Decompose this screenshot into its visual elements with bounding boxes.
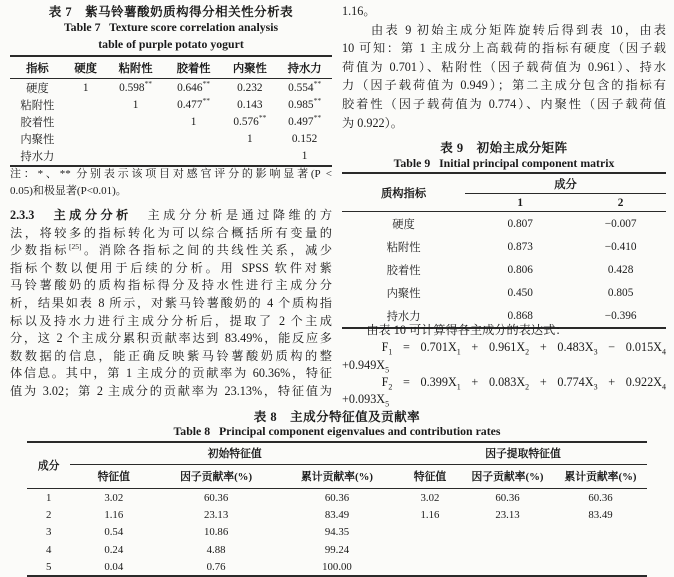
table7-header-indicator: 指标 xyxy=(10,56,65,79)
value-cell: 99.24 xyxy=(324,543,350,556)
value-cell xyxy=(223,148,278,166)
table-row xyxy=(342,258,666,281)
value-cell xyxy=(65,131,107,148)
table7-header-adhesiveness: 粘附性 xyxy=(107,56,165,79)
row-label-cell: 2 xyxy=(45,508,52,521)
text-line: 法，将较多的指标转化为可以综合概括所有变量的 xyxy=(10,225,332,240)
table8-eigenvalues xyxy=(27,441,647,577)
table-row xyxy=(342,281,666,304)
row-label-cell: 粘附性 xyxy=(20,99,55,112)
value-cell: 0.806 xyxy=(507,263,533,276)
table9-title-zh: 表 9 初始主成分矩阵 xyxy=(440,141,568,155)
value-cell: 0.497** xyxy=(288,113,322,128)
principal-component-formulas xyxy=(342,322,666,408)
table8-header-initial-eigenvalues-group: 初始特征值 xyxy=(70,442,399,465)
value-cell: 60.36 xyxy=(203,491,229,504)
value-cell xyxy=(65,113,107,130)
value-cell: 23.13 xyxy=(495,508,520,521)
text-line: 标以及持水力进行主成分分析后，提取了 2 个主成 xyxy=(10,313,332,328)
row-label-cell: 胶着性 xyxy=(20,116,55,129)
table9-header-texture-indicator: 质构指标 xyxy=(342,173,465,212)
value-cell: 0.152 xyxy=(291,133,318,146)
table-row xyxy=(27,506,647,523)
table7-correlation xyxy=(10,55,332,167)
value-cell xyxy=(554,524,647,541)
value-cell: −0.007 xyxy=(604,217,637,230)
value-cell: 0.143 xyxy=(237,98,263,111)
text-line: 数数据的信息，能正确反映紫马铃薯酸奶质构的整 xyxy=(10,348,332,363)
value-cell: 60.36 xyxy=(324,491,350,504)
value-cell: 4.88 xyxy=(206,543,226,556)
table-row xyxy=(10,79,332,97)
value-cell xyxy=(165,148,223,166)
value-cell: 0.24 xyxy=(104,543,124,556)
table8-header-component: 成分 xyxy=(27,442,70,489)
value-cell xyxy=(399,524,461,541)
value-cell xyxy=(554,558,647,576)
row-label-cell: 1 xyxy=(45,491,52,504)
table-row xyxy=(10,113,332,130)
row-label-cell: 持水力 xyxy=(20,151,55,164)
row-label-cell: 硬度 xyxy=(392,218,415,231)
text-line: 析，结果如表 8 所示，对紫马铃薯酸奶的 4 个质构指 xyxy=(10,295,332,310)
value-cell: −0.396 xyxy=(604,309,637,322)
value-cell xyxy=(165,131,223,148)
table7-header-cohesiveness: 内聚性 xyxy=(223,56,278,79)
table7-title-zh: 表 7 紫马铃薯酸奶质构得分相关性分析表 xyxy=(48,5,294,19)
value-cell: 94.35 xyxy=(324,526,350,539)
table7-header-row xyxy=(10,56,332,79)
table-row xyxy=(27,541,647,558)
table9-group-header-row xyxy=(342,173,666,194)
table-row xyxy=(342,212,666,236)
table-row xyxy=(342,235,666,258)
value-cell: 60.36 xyxy=(495,491,520,504)
text-line: 分，这 2 个主成分累积贡献率达到 83.49%，能反应多 xyxy=(10,331,332,346)
row-label-cell: 内聚性 xyxy=(20,134,55,147)
text-line: 由表 9 初始主成分矩阵旋转后得到表 10，由表 xyxy=(342,22,666,37)
table9-initial-matrix xyxy=(342,172,666,329)
table-row xyxy=(27,524,647,541)
value-cell: 0.873 xyxy=(507,240,533,253)
table8-group-header-row xyxy=(27,442,647,465)
table8-header-eigenvalue-2: 特征值 xyxy=(399,465,461,489)
table-row xyxy=(10,131,332,148)
text-line: 1.16。 xyxy=(342,4,376,18)
value-cell: 0.232 xyxy=(237,81,263,94)
table8-header-factor-contribution-2: 因子贡献率(%) xyxy=(461,465,554,489)
value-cell xyxy=(461,541,554,558)
table8-header-cumulative-contribution-1: 累计贡献率(%) xyxy=(275,465,399,489)
text-line: 10 可知：第 1 主成分上高载荷的指标有硬度（因子载 xyxy=(342,41,666,56)
table-row xyxy=(27,489,647,507)
value-cell: 0.598** xyxy=(119,78,153,94)
table9-header-component-1: 1 xyxy=(465,194,575,212)
value-cell: 3.02 xyxy=(420,491,440,504)
table7-header-whc: 持水力 xyxy=(277,56,332,79)
value-cell: 83.49 xyxy=(588,508,613,521)
value-cell: 23.13 xyxy=(203,508,229,521)
table9-title-en: Table 9 Initial principal component matrix xyxy=(393,156,615,170)
value-cell: 83.49 xyxy=(324,508,350,521)
text-line: $F_1 = 0.701X_1 + 0.961X_2 + 0.483X_3 - 0.015X_4$ xyxy=(342,340,666,357)
table8-header-cumulative-contribution-2: 累计贡献率(%) xyxy=(554,465,647,489)
value-cell xyxy=(65,148,107,166)
value-cell: 10.86 xyxy=(203,526,229,539)
value-cell: 0.477** xyxy=(177,96,210,111)
text-line: 体信息。其中，第 1 主成分的贡献率为 60.36%，特征 xyxy=(10,366,332,381)
row-label-cell: 粘附性 xyxy=(386,241,421,254)
value-cell: 1 xyxy=(132,98,139,111)
text-line: 少数指标[25]。消除各指标之间的共线性关系，减少 xyxy=(10,242,333,258)
row-label-cell: 5 xyxy=(45,560,52,573)
table-row xyxy=(10,96,332,113)
table9-header-component-group: 成分 xyxy=(465,173,666,194)
text-line: 注：*、** 分别表示该项目对感官评分的影响显著(P < xyxy=(10,168,332,180)
row-label-cell: 胶着性 xyxy=(386,264,421,277)
value-cell xyxy=(554,541,647,558)
row-label-cell: 持水力 xyxy=(386,310,421,323)
table8-title-en: Table 8 Principal component eigenvalues and contribution rates xyxy=(173,424,501,438)
value-cell xyxy=(399,558,461,576)
row-label-cell: 3 xyxy=(45,526,52,539)
value-cell: 1 xyxy=(247,133,253,146)
text-line: 胶着性（因子载荷值为 0.774）、内聚性（因子载荷值 xyxy=(342,96,666,111)
table8-header-factor-contribution-1: 因子贡献率(%) xyxy=(157,465,275,489)
table8-title-zh: 表 8 主成分特征值及贡献率 xyxy=(253,410,421,424)
value-cell: 0.805 xyxy=(607,286,634,299)
value-cell: 1.16 xyxy=(420,508,440,521)
value-cell: 1.16 xyxy=(104,508,124,521)
value-cell xyxy=(107,131,165,148)
text-line: 马铃薯酸奶的质构指标得分及持水性进行主成分分 xyxy=(10,278,332,293)
value-cell: 0.04 xyxy=(104,560,124,573)
table-row xyxy=(27,558,647,576)
value-cell xyxy=(107,113,165,130)
text-line: $+0.093X_5$ xyxy=(342,392,390,409)
table8-header-eigenvalue-1: 特征值 xyxy=(70,465,157,489)
table7-note xyxy=(10,166,332,200)
table7-title-en-line1: Table 7 Texture score correlation analysis xyxy=(63,20,279,34)
section-2-3-3-paragraph xyxy=(10,207,332,401)
value-cell: −0.410 xyxy=(604,240,637,253)
value-cell: 0.576** xyxy=(233,113,267,128)
value-cell: 0.985** xyxy=(288,96,322,111)
text-line: 指标个数以便用于后续的分析。用 SPSS 软件对紫 xyxy=(10,260,332,275)
table7-header-gumminess: 胶着性 xyxy=(165,56,223,79)
value-cell: 0.554** xyxy=(288,78,322,94)
text-line: 荷值为 0.701）、粘附性（因子载荷值为 0.961）、持水 xyxy=(342,59,666,74)
value-cell: 0.646** xyxy=(177,78,210,94)
text-line: 由表 10 可计算得各主成分的表达式： xyxy=(342,323,568,337)
value-cell: 0.807 xyxy=(507,217,533,230)
text-line: $F_2 = 0.399X_1 + 0.083X_2 + 0.774X_3 + 0.922X_4$ xyxy=(342,374,666,392)
table-row xyxy=(10,148,332,166)
table7-title-en-line2: table of purple potato yogurt xyxy=(98,37,244,51)
value-cell: 3.02 xyxy=(104,491,124,504)
table7-header-hardness: 硬度 xyxy=(65,56,107,79)
value-cell xyxy=(65,96,107,113)
right-column-paragraph xyxy=(342,2,666,132)
row-label-cell: 内聚性 xyxy=(386,287,421,300)
text-line: 2.3.3 主成分分析 主成分分析是通过降维的方 xyxy=(10,208,333,222)
value-cell: 1 xyxy=(301,150,308,163)
table8-header-extracted-eigenvalues-group: 因子提取特征值 xyxy=(399,442,647,465)
value-cell: 60.36 xyxy=(588,491,613,504)
text-line: 0.05)和极显著(P<0.01)。 xyxy=(10,184,127,197)
value-cell xyxy=(461,558,554,576)
text-line: 力（因子载荷值为 0.949）；第二主成分包含的指标有 xyxy=(342,78,666,93)
value-cell: 0.450 xyxy=(507,286,533,299)
value-cell xyxy=(461,524,554,541)
value-cell xyxy=(399,541,461,558)
row-label-cell: 4 xyxy=(45,543,52,556)
table9-header-component-2: 2 xyxy=(575,194,666,212)
value-cell: 0.868 xyxy=(507,309,533,322)
value-cell: 0.54 xyxy=(104,526,124,539)
row-label-cell: 硬度 xyxy=(26,82,49,95)
value-cell: 100.00 xyxy=(322,560,352,573)
value-cell: 1 xyxy=(82,81,89,94)
table8-sub-header-row xyxy=(27,465,647,489)
text-line: 值为 3.02；第 2 主成分的贡献率为 23.13%，特征值为 xyxy=(10,383,332,398)
value-cell: 1 xyxy=(190,115,197,128)
value-cell xyxy=(107,148,165,166)
text-line: 为 0.922）。 xyxy=(342,115,403,130)
value-cell: 0.76 xyxy=(206,560,226,573)
value-cell: 0.428 xyxy=(607,263,634,276)
text-line: $+0.949X_5$ xyxy=(342,357,390,375)
